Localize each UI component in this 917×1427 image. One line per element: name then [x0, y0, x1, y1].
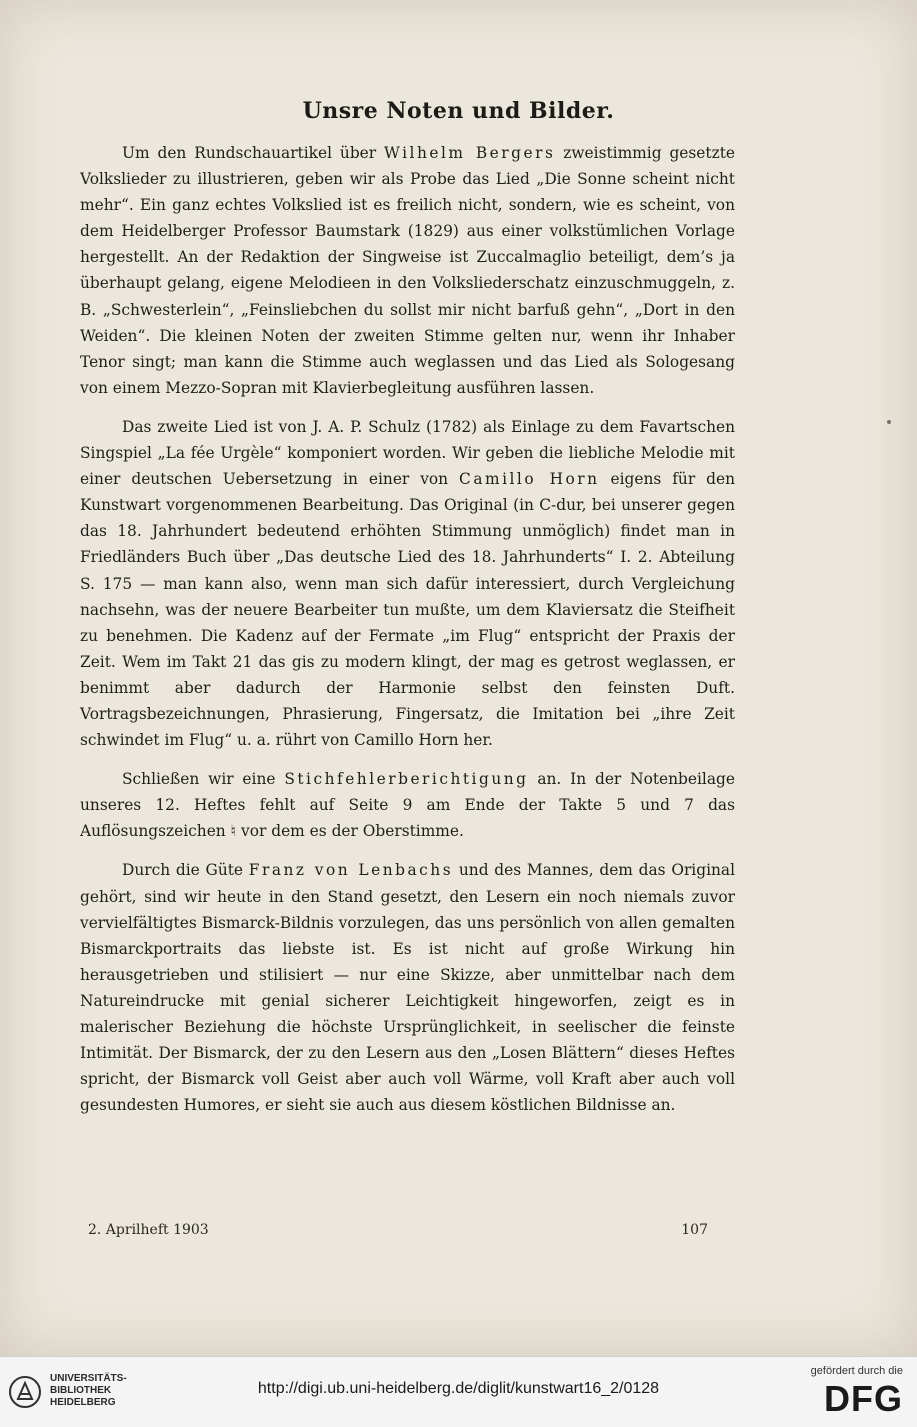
viewer-footer-bar — [0, 1356, 917, 1427]
spaced-emphasis: Stichfehlerberichtigung — [284, 770, 529, 789]
issue-label: 2. Aprilheft 1903 — [88, 1222, 209, 1238]
text-run: und des Mannes, dem das Original gehört, sind wir heute in den Stand gesetzt, den Lesern ein noch niemals zuvor vervielfältigtes Bismarck-Bildnis vorzulegen, das uns persönlich von allen gemalten Bismarckportraits das liebste ist. Es ist nicht auf große Wirkung hin herausgetrieben und stilisiert — nur eine Skizze, aber unmittelbar nach dem Natureindrucke mit genial sicherer Leichtigkeit hingeworfen, zeigt es in malerischer Beziehung die höchste Ursprünglichkeit, in seelischer die feinste Intimität. Der Bismarck, der zu den Lesern aus den „Losen Blättern“ dieses Heftes spricht, der Bismarck voll Geist aber auch voll Wärme, voll Kraft aber auch voll gesundesten Humores, er sieht sie auch aus diesem köstlichen Bildnisse an. — [80, 861, 736, 1115]
spaced-emphasis: Wilhelm Bergers — [384, 144, 556, 162]
funded-by-label: gefördert durch die — [810, 1365, 903, 1377]
page-footer — [88, 1222, 708, 1238]
text-run: zweistimmig gesetzte Volkslieder zu illustrieren, geben wir als Probe das Lied „Die Sonne scheint nicht mehr“. Ein ganz echtes Volkslied ist es freilich nicht, sondern, wie es scheint, von dem Heidelberger Professor Baumstark (1829) aus einer volkstümlichen Vorlage hergestellt. An der Redaktion der Singweise ist Zuccalmaglio beteiligt, dem’s ja überhaupt gelang, eigene Melodieen in den Volksliederschatz einzuschmuggeln, z. B. „Schwesterlein“, „Feinsliebchen du sollst mir nicht barfuß gehn“, „Dort in den Weiden“. Die kleinen Noten der zweiten Stimme gelten nur, wenn ihr Inhaber Tenor singt; man kann die Stimme auch weglassen und das Lied als Sologesang von einem Mezzo-Sopran mit Klavierbegleitung ausführen lassen. — [80, 144, 736, 397]
library-label: UNIVERSITÄTS- BIBLIOTHEK HEIDELBERG — [50, 1373, 127, 1408]
paragraph — [80, 766, 735, 844]
page-number: 107 — [681, 1222, 708, 1238]
page-url-link[interactable]: http://digi.ub.uni-heidelberg.de/diglit/kunstwart16_2/0128 — [257, 1380, 660, 1397]
text-run: an. In der Notenbeilage unseres 12. Heftes fehlt auf Seite 9 am Ende der Takte 5 und 7 das Auflösungszeichen ♮ vor dem es der Oberstimme. — [80, 770, 735, 841]
paragraph — [80, 414, 735, 753]
page-title: Unsre Noten und Bilder. — [302, 98, 615, 124]
dfg-logo: DFG — [824, 1378, 903, 1419]
article-body — [80, 140, 735, 1131]
scan-speck — [887, 420, 891, 424]
text-run: Schließen wir eine — [122, 770, 285, 789]
text-run: Durch die Güte — [122, 861, 249, 880]
text-run: Das zweite Lied ist von J. A. P. Schulz (1782) als Einlage zu dem Favartschen Singspiel „La fée Urgèle“ komponiert worden. Wir geben die liebliche Melodie mit einer deutschen Uebersetzung in einer von — [80, 417, 735, 489]
spaced-emphasis: Camillo Horn — [459, 470, 600, 489]
text-run: eigens für den Kunstwart vorgenommenen Bearbeitung. Das Original (in C-dur, bei unserer gegen das 18. Jahrhundert bedeutend erhöhten Stimmung unmöglich) findet man in Friedländers Buch über „Das deutsche Lied des 18. Jahrhunderts“ I. 2. Abteilung S. 175 — man kann also, wenn man sich dafür interessiert, durch Vergleichung nachsehn, was der neuere Bearbeiter tun mußte, um dem Klaviersatz die Steifheit zu benehmen. Die Kadenz auf der Fermate „im Flug“ entspricht der Praxis der Zeit. Wem im Takt 21 das gis zu modern klingt, der mag es getrost weglassen, er benimmt aber dadurch der Harmonie selbst den feinsten Duft. Vortragsbezeichnungen, Phrasierung, Fingersatz, die Imitation bei „ihre Zeit schwindet im Flug“ u. a. rührt von Camillo Horn her. — [80, 470, 735, 750]
text-run: Um den Rundschauartikel über — [122, 144, 385, 162]
paragraph — [80, 857, 735, 1118]
spaced-emphasis: Franz von Lenbachs — [248, 861, 454, 880]
paragraph — [80, 140, 735, 401]
